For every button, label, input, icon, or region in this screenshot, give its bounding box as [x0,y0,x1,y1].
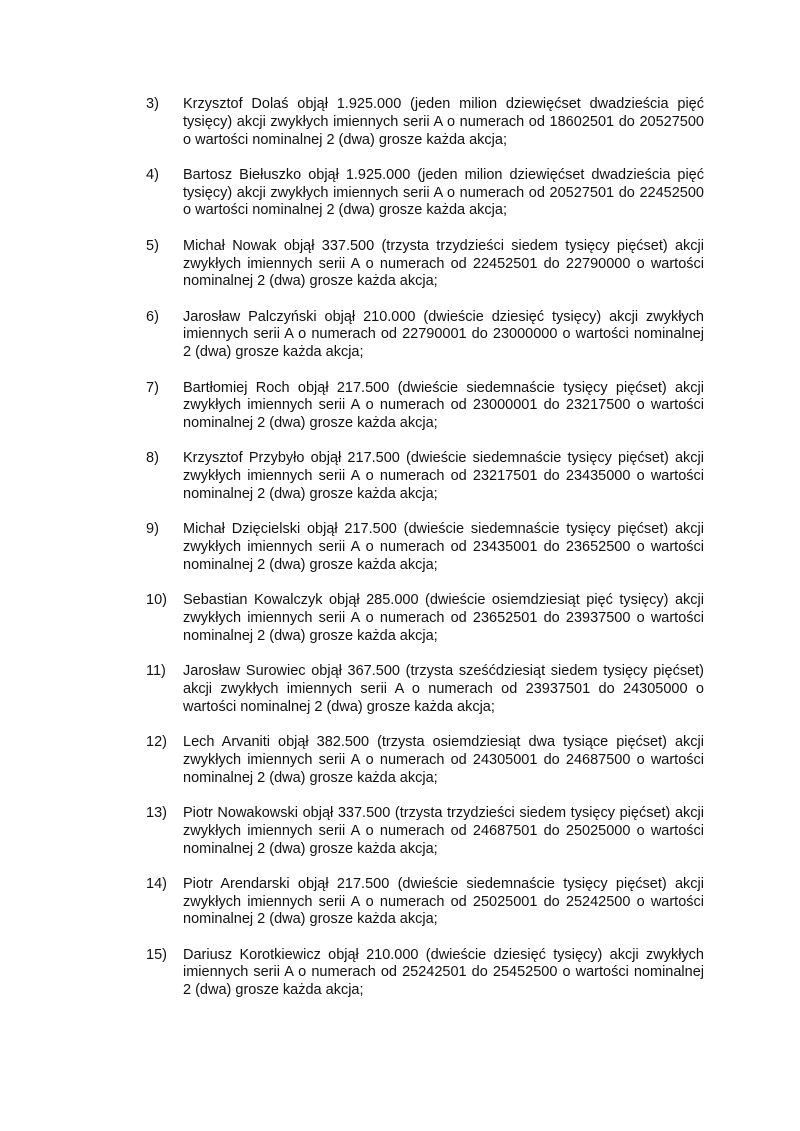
list-item [146,450,704,503]
list-item [146,309,704,362]
item-number: 10) [146,592,167,609]
list-item [146,238,704,291]
item-number: 5) [146,237,159,254]
item-text: Michał Nowak objął 337.500 (trzysta trzydzieści siedem tysięcy pięćset) akcji zwykłych imiennych serii A o numerach od 22452501 do 22790000 o wartości nominalnej 2 (dwa) grosze każda akcja; [183,237,704,290]
list-item [146,876,704,929]
item-number: 15) [146,946,167,963]
item-number: 9) [146,521,159,538]
item-text: Jarosław Palczyński objął 210.000 (dwieście dziesięć tysięcy) akcji zwykłych imiennych serii A o numerach od 22790001 do 23000000 o wartości nominalnej 2 (dwa) grosze każda akcja; [183,308,704,361]
shareholder-list [146,96,704,1018]
item-number: 4) [146,166,159,183]
item-number: 8) [146,450,159,467]
list-item [146,167,704,220]
item-number: 11) [146,663,166,680]
list-item [146,521,704,574]
item-text: Jarosław Surowiec objął 367.500 (trzysta sześćdziesiąt siedem tysięcy pięćset) akcji zwykłych imiennych serii A o numerach od 23937501 do 24305000 o wartości nominalnej 2 (dwa) grosze każda akcja; [183,663,704,715]
item-text: Michał Dzięcielski objął 217.500 (dwieście siedemnaście tysięcy pięćset) akcji zwykłych imiennych serii A o numerach od 23435001 do 23652500 o wartości nominalnej 2 (dwa) grosze każda akcja; [183,521,704,573]
list-item [146,592,704,645]
list-item [146,663,704,716]
list-item [146,805,704,858]
item-number: 12) [146,734,167,751]
item-number: 6) [146,308,159,325]
item-number: 3) [146,96,159,112]
item-text: Dariusz Korotkiewicz objął 210.000 (dwieście dziesięć tysięcy) akcji zwykłych imiennych serii A o numerach od 25242501 do 25452500 o wartości nominalnej 2 (dwa) grosze każda akcja; [183,946,704,999]
list-item [146,380,704,433]
list-item [146,947,704,1000]
item-text: Krzysztof Dolaś objął 1.925.000 (jeden milion dziewięćset dwadzieścia pięć tysięcy) akcji zwykłych imiennych serii A o numerach od 18602501 do 20527500 o wartości nominalnej 2 (dwa) grosze każda akcja; [183,96,704,148]
item-text: Piotr Arendarski objął 217.500 (dwieście siedemnaście tysięcy pięćset) akcji zwykłych imiennych serii A o numerach od 25025001 do 25242500 o wartości nominalnej 2 (dwa) grosze każda akcja; [183,875,704,928]
item-text: Sebastian Kowalczyk objął 285.000 (dwieście osiemdziesiąt pięć tysięcy) akcji zwykłych imiennych serii A o numerach od 23652501 do 23937500 o wartości nominalnej 2 (dwa) grosze każda akcja; [183,592,704,644]
list-item [146,734,704,787]
item-number: 13) [146,804,167,821]
item-text: Bartosz Biełuszko objął 1.925.000 (jeden milion dziewięćset dwadzieścia pięć tysięcy) akcji zwykłych imiennych serii A o numerach od 20527501 do 22452500 o wartości nominalnej 2 (dwa) grosze każda akcja; [183,166,704,219]
item-text: Lech Arvaniti objął 382.500 (trzysta osiemdziesiąt dwa tysiące pięćset) akcji zwykłych imiennych serii A o numerach od 24305001 do 24687500 o wartości nominalnej 2 (dwa) grosze każda akcja; [183,734,704,786]
item-number: 7) [146,379,159,396]
item-text: Piotr Nowakowski objął 337.500 (trzysta trzydzieści siedem tysięcy pięćset) akcji zwykłych imiennych serii A o numerach od 24687501 do 25025000 o wartości nominalnej 2 (dwa) grosze każda akcja; [183,804,704,857]
item-text: Bartłomiej Roch objął 217.500 (dwieście siedemnaście tysięcy pięćset) akcji zwykłych imiennych serii A o numerach od 23000001 do 23217500 o wartości nominalnej 2 (dwa) grosze każda akcja; [183,379,704,432]
item-number: 14) [146,875,167,892]
item-text: Krzysztof Przybyło objął 217.500 (dwieście siedemnaście tysięcy pięćset) akcji zwykłych imiennych serii A o numerach od 23217501 do 23435000 o wartości nominalnej 2 (dwa) grosze każda akcja; [183,450,704,503]
list-item [146,96,704,149]
